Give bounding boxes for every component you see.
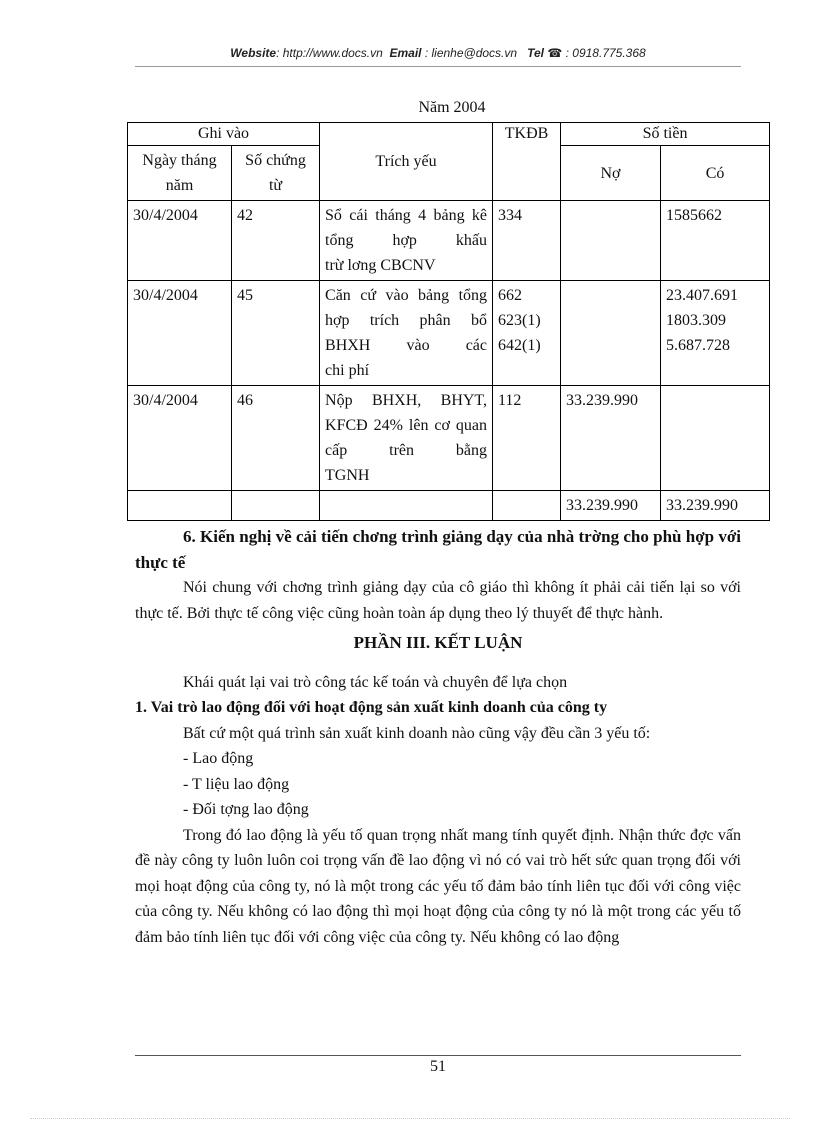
- list-item: - T liệu lao động: [183, 775, 290, 793]
- list-item: - Lao động: [183, 750, 254, 767]
- row-credit: 23.407.691 1803.309 5.687.728: [661, 281, 770, 386]
- row-date: 30/4/2004: [128, 201, 232, 281]
- ledger-table: [127, 122, 770, 521]
- intro-paragraph: Khái quát lại vai trò công tác kế toán và chuyên để lựa chọn: [183, 673, 568, 691]
- header-so-tien: Số tiền: [561, 123, 770, 146]
- part3-title: PHẦN III. KẾT LUẬN: [353, 633, 523, 652]
- row-account: 662 623(1) 642(1): [493, 281, 561, 386]
- table-caption: Năm 2004: [418, 99, 486, 116]
- website-value: : http://www.docs.vn: [276, 46, 383, 60]
- page-header: [135, 46, 741, 60]
- row-voucher: 42: [232, 201, 320, 281]
- table-row: [128, 201, 770, 281]
- row-description-last: trừ lơng CBCNV: [325, 257, 436, 274]
- row-description: [320, 201, 493, 281]
- row-debit: [561, 201, 661, 281]
- header-so-chung-tu: Số chứng từ: [232, 146, 320, 201]
- total-empty: [493, 491, 561, 521]
- header-ghi-vao: Ghi vào: [128, 123, 320, 146]
- header-trich-yeu: Trích yếu: [320, 123, 493, 201]
- header-no: Nợ: [561, 146, 661, 201]
- section1-paragraph-2: Trong đó lao động là yếu tố quan trọng nhất mang tính quyết định. Nhận thức đợc vấn đề này công ty luôn luôn coi trọng vấn đề lao động vì nó có vai trò hết sức quan trọng đối với mọi hoạt động của công ty, nó là một trong các yếu tố đảm bảo tính liên tục đối với công việc của công ty. Nếu không có lao động thì mọi hoạt động của công ty nó là một trong các yếu tố đảm bảo tính liên tục đối với công việc của công ty. Nếu không có lao động: [135, 826, 741, 946]
- row-debit: 33.239.990: [561, 386, 661, 491]
- row-credit: [661, 386, 770, 491]
- header-ngay-thang: Ngày tháng năm: [128, 146, 232, 201]
- table-row: [128, 281, 770, 386]
- row-date: 30/4/2004: [128, 281, 232, 386]
- row-description-main: Nộp BHXH, BHYT, KFCĐ 24% lên cơ quan cấp trên bằng: [325, 392, 488, 459]
- row-voucher: 46: [232, 386, 320, 491]
- page-number: 51: [430, 1058, 446, 1075]
- total-debit: 33.239.990: [561, 491, 661, 521]
- total-empty: [128, 491, 232, 521]
- footer-divider: [135, 1055, 741, 1056]
- page-bottom-border: [30, 1118, 790, 1119]
- row-description-main: Sổ cái tháng 4 bảng kê tổng hợp khấu: [325, 207, 488, 249]
- row-voucher: 45: [232, 281, 320, 386]
- total-empty: [320, 491, 493, 521]
- row-account: 334: [493, 201, 561, 281]
- row-description-last: TGNH: [325, 467, 370, 484]
- row-date: 30/4/2004: [128, 386, 232, 491]
- row-description-last: chi phí: [325, 362, 370, 379]
- header-divider: [135, 66, 741, 67]
- section1-paragraph-1: Bất cứ một quá trình sản xuất kinh doanh nào cũng vậy đều cần 3 yếu tố:: [183, 724, 651, 742]
- section1-title: 1. Vai trò lao động đối với hoạt động sản xuất kinh doanh của công ty: [135, 699, 608, 716]
- section6-title: 6. Kiến nghị về cải tiến chơng trình giảng dạy của nhà trờng cho phù hợp với thực tế: [135, 527, 741, 572]
- email-label: Email: [389, 46, 422, 60]
- table-header-row: [128, 123, 770, 146]
- row-debit: [561, 281, 661, 386]
- row-description: [320, 386, 493, 491]
- total-empty: [232, 491, 320, 521]
- email-value: : lienhe@docs.vn: [421, 46, 518, 60]
- section6-body: Nói chung với chơng trình giảng dạy của cô giáo thì không ít phải cải tiến lại so với thực tế. Bởi thực tế công việc cũng hoàn toàn áp dụng theo lý thuyết để thực hành.: [135, 579, 741, 622]
- tel-label: Tel: [527, 46, 544, 60]
- header-co: Có: [661, 146, 770, 201]
- list-item: - Đối tợng lao động: [183, 801, 309, 818]
- document-body: [135, 524, 741, 950]
- row-description: [320, 281, 493, 386]
- row-description-main: Căn cứ vào bảng tổng hợp trích phân bổ BHXH vào các: [325, 287, 488, 354]
- website-label: Website: [230, 46, 277, 60]
- table-row: [128, 386, 770, 491]
- total-credit: 33.239.990: [661, 491, 770, 521]
- row-credit: 1585662: [661, 201, 770, 281]
- table-total-row: [128, 491, 770, 521]
- row-account: 112: [493, 386, 561, 491]
- tel-value: ☎ : 0918.775.368: [544, 46, 646, 60]
- header-tkdb: TKĐB: [493, 123, 561, 201]
